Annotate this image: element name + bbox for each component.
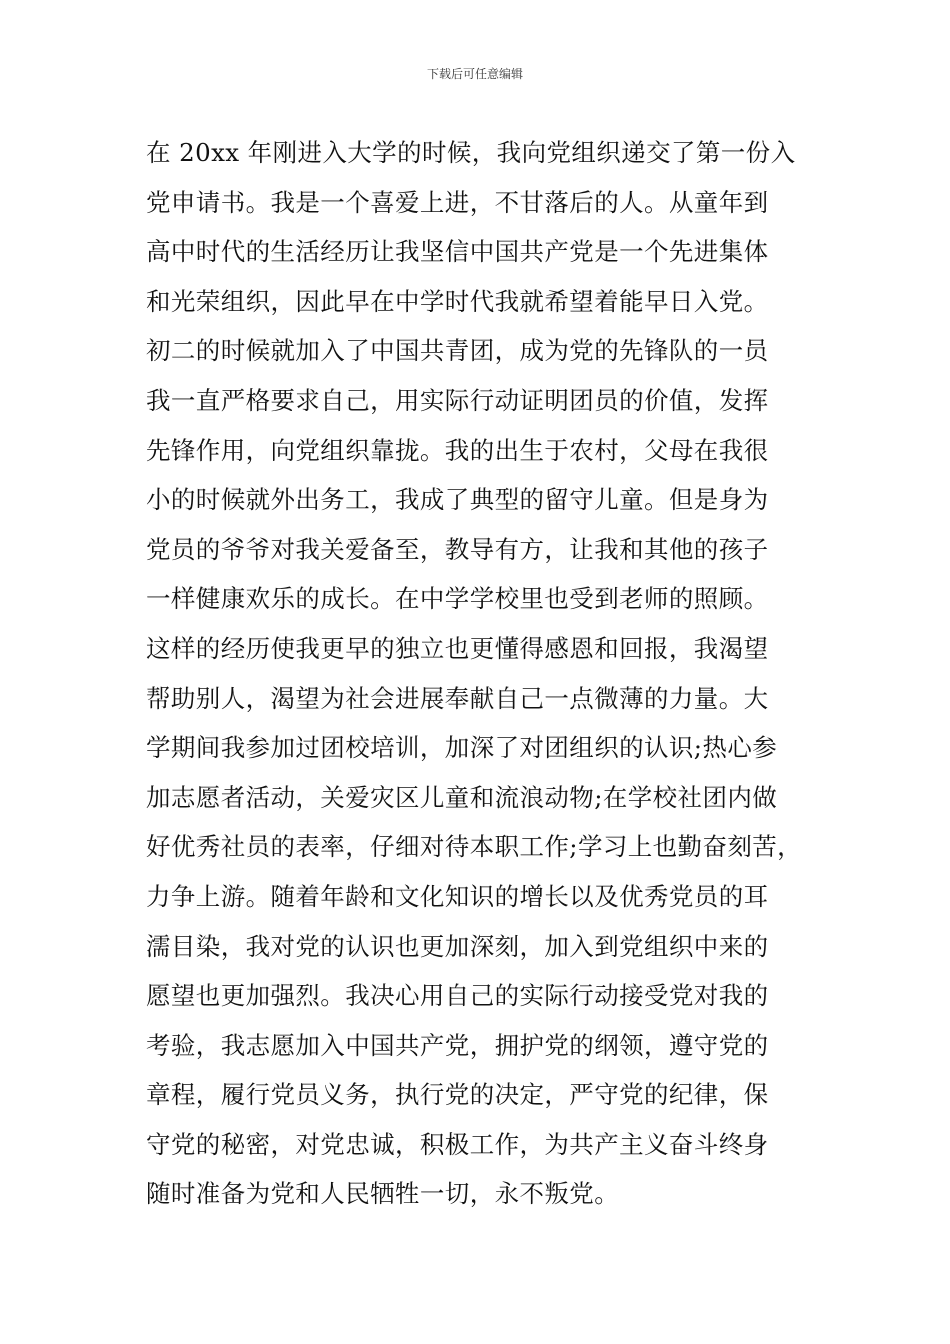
text-line: 随时准备为党和人民牺牲一切，永不叛党。 [146, 1179, 620, 1209]
text-line: 高中时代的生活经历让我坚信中国共产党是一个先进集体 [146, 237, 769, 267]
text-line: 加志愿者活动，关爱灾区儿童和流浪动物;在学校社团内做 [146, 782, 778, 812]
text-line: 濡目染，我对党的认识也更加深刻，加入到党组织中来的 [146, 931, 769, 961]
text-line: 好优秀社员的表率，仔细对待本职工作;学习上也勤奋刻苦， [146, 832, 803, 862]
text-line: 党员的爷爷对我关爱备至，教导有方，让我和其他的孩子 [146, 534, 769, 564]
text-line: 先锋作用，向党组织靠拢。我的出生于农村，父母在我很 [146, 435, 769, 465]
text-line: 愿望也更加强烈。我决心用自己的实际行动接受党对我的 [146, 981, 769, 1011]
text-line: 我一直严格要求自己，用实际行动证明团员的价值，发挥 [146, 385, 769, 415]
text-line: 这样的经历使我更早的独立也更懂得感恩和回报，我渴望 [146, 633, 769, 663]
text-line: 学期间我参加过团校培训，加深了对团组织的认识;热心参 [146, 733, 778, 763]
text-line: 党申请书。我是一个喜爱上进，不甘落后的人。从童年到 [146, 187, 769, 217]
text-line: 初二的时候就加入了中国共青团，成为党的先锋队的一员 [146, 336, 769, 366]
text-line: 考验，我志愿加入中国共产党，拥护党的纲领，遵守党的 [146, 1030, 769, 1060]
text-line: 和光荣组织，因此早在中学时代我就希望着能早日入党。 [146, 286, 769, 316]
text-line: 守党的秘密，对党忠诚，积极工作，为共产主义奋斗终身 [146, 1129, 769, 1159]
text-line: 帮助别人，渴望为社会进展奉献自己一点微薄的力量。大 [146, 683, 769, 713]
text-line: 一样健康欢乐的成长。在中学学校里也受到老师的照顾。 [146, 584, 769, 614]
text-line: 力争上游。随着年龄和文化知识的增长以及优秀党员的耳 [146, 881, 769, 911]
text-line: 小的时候就外出务工，我成了典型的留守儿童。但是身为 [146, 485, 769, 515]
text-line: 章程，履行党员义务，执行党的决定，严守党的纪律，保 [146, 1080, 769, 1110]
document-body [146, 128, 816, 1219]
page-header-note: 下载后可任意编辑 [426, 67, 523, 81]
text-line: 在 20xx 年刚进入大学的时候，我向党组织递交了第一份入 [146, 138, 796, 167]
